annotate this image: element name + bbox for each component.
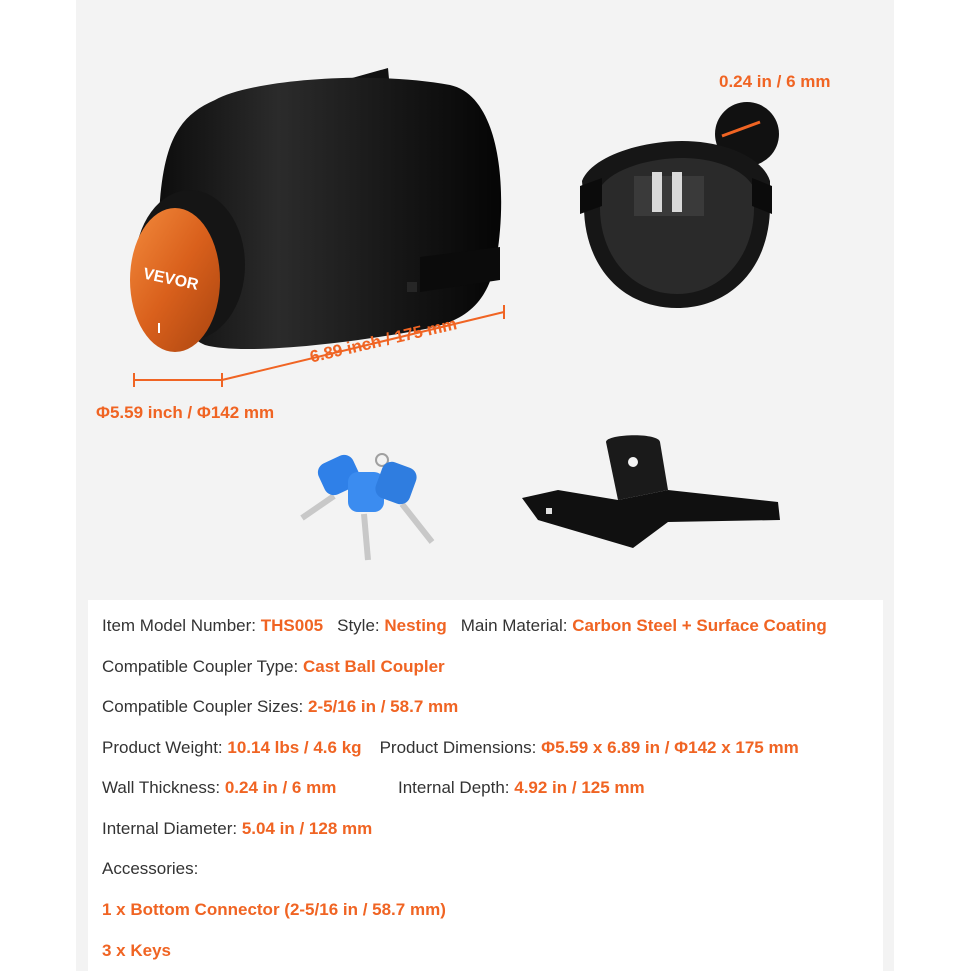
- spec-row-coupler-sizes: Compatible Coupler Sizes: 2-5/16 in / 58.7 mm: [102, 697, 459, 716]
- coupler-sizes-value: 2-5/16 in / 58.7 mm: [307, 697, 459, 716]
- spec-row-coupler-type: Compatible Coupler Type: Cast Ball Coupler: [102, 657, 445, 676]
- spec-row-internal-depth: Internal Depth: 4.92 in / 125 mm: [398, 778, 645, 797]
- accessory-bottom-connector: 1 x Bottom Connector (2-5/16 in / 58.7 mm): [102, 900, 446, 919]
- internal-diameter-value: 5.04 in / 128 mm: [241, 819, 373, 838]
- diameter-callout: Φ5.59 inch / Φ142 mm: [96, 403, 275, 422]
- spec-row-wall-depth: Wall Thickness: 0.24 in / 6 mm: [102, 778, 337, 797]
- accessories-heading: Accessories:: [102, 859, 199, 878]
- internal-depth-value: 4.92 in / 125 mm: [514, 778, 645, 797]
- wall-thickness-callout: 0.24 in / 6 mm: [719, 72, 831, 91]
- wall-thickness-value: 0.24 in / 6 mm: [224, 778, 337, 797]
- weight-value: 10.14 lbs / 4.6 kg: [227, 738, 362, 757]
- length-callout: 6.89 inch / 175 mm: [308, 314, 459, 367]
- spec-row-weight-dimensions: Product Weight: 10.14 lbs / 4.6 kg Product Dimensions: Φ5.59 x 6.89 in / Φ142 x 175 mm: [102, 738, 799, 757]
- accessory-keys: 3 x Keys: [102, 941, 171, 960]
- spec-row-model-style-material: Item Model Number: THS005 Style: Nesting Main Material: Carbon Steel + Surface Coating: [102, 616, 827, 635]
- style-value: Nesting: [384, 616, 447, 635]
- bottom-connector-image: [518, 430, 788, 552]
- coupler-type-value: Cast Ball Coupler: [302, 657, 445, 676]
- keys-image: [282, 448, 442, 568]
- spec-row-internal-diameter: Internal Diameter: 5.04 in / 128 mm: [102, 819, 373, 838]
- hitch-lock-open-view-image: [572, 96, 792, 316]
- vevor-logo: VEVOR: [141, 265, 200, 294]
- dimensions-value: Φ5.59 x 6.89 in / Φ142 x 175 mm: [541, 738, 799, 757]
- model-number-value: THS005: [260, 616, 324, 635]
- material-value: Carbon Steel + Surface Coating: [572, 616, 827, 635]
